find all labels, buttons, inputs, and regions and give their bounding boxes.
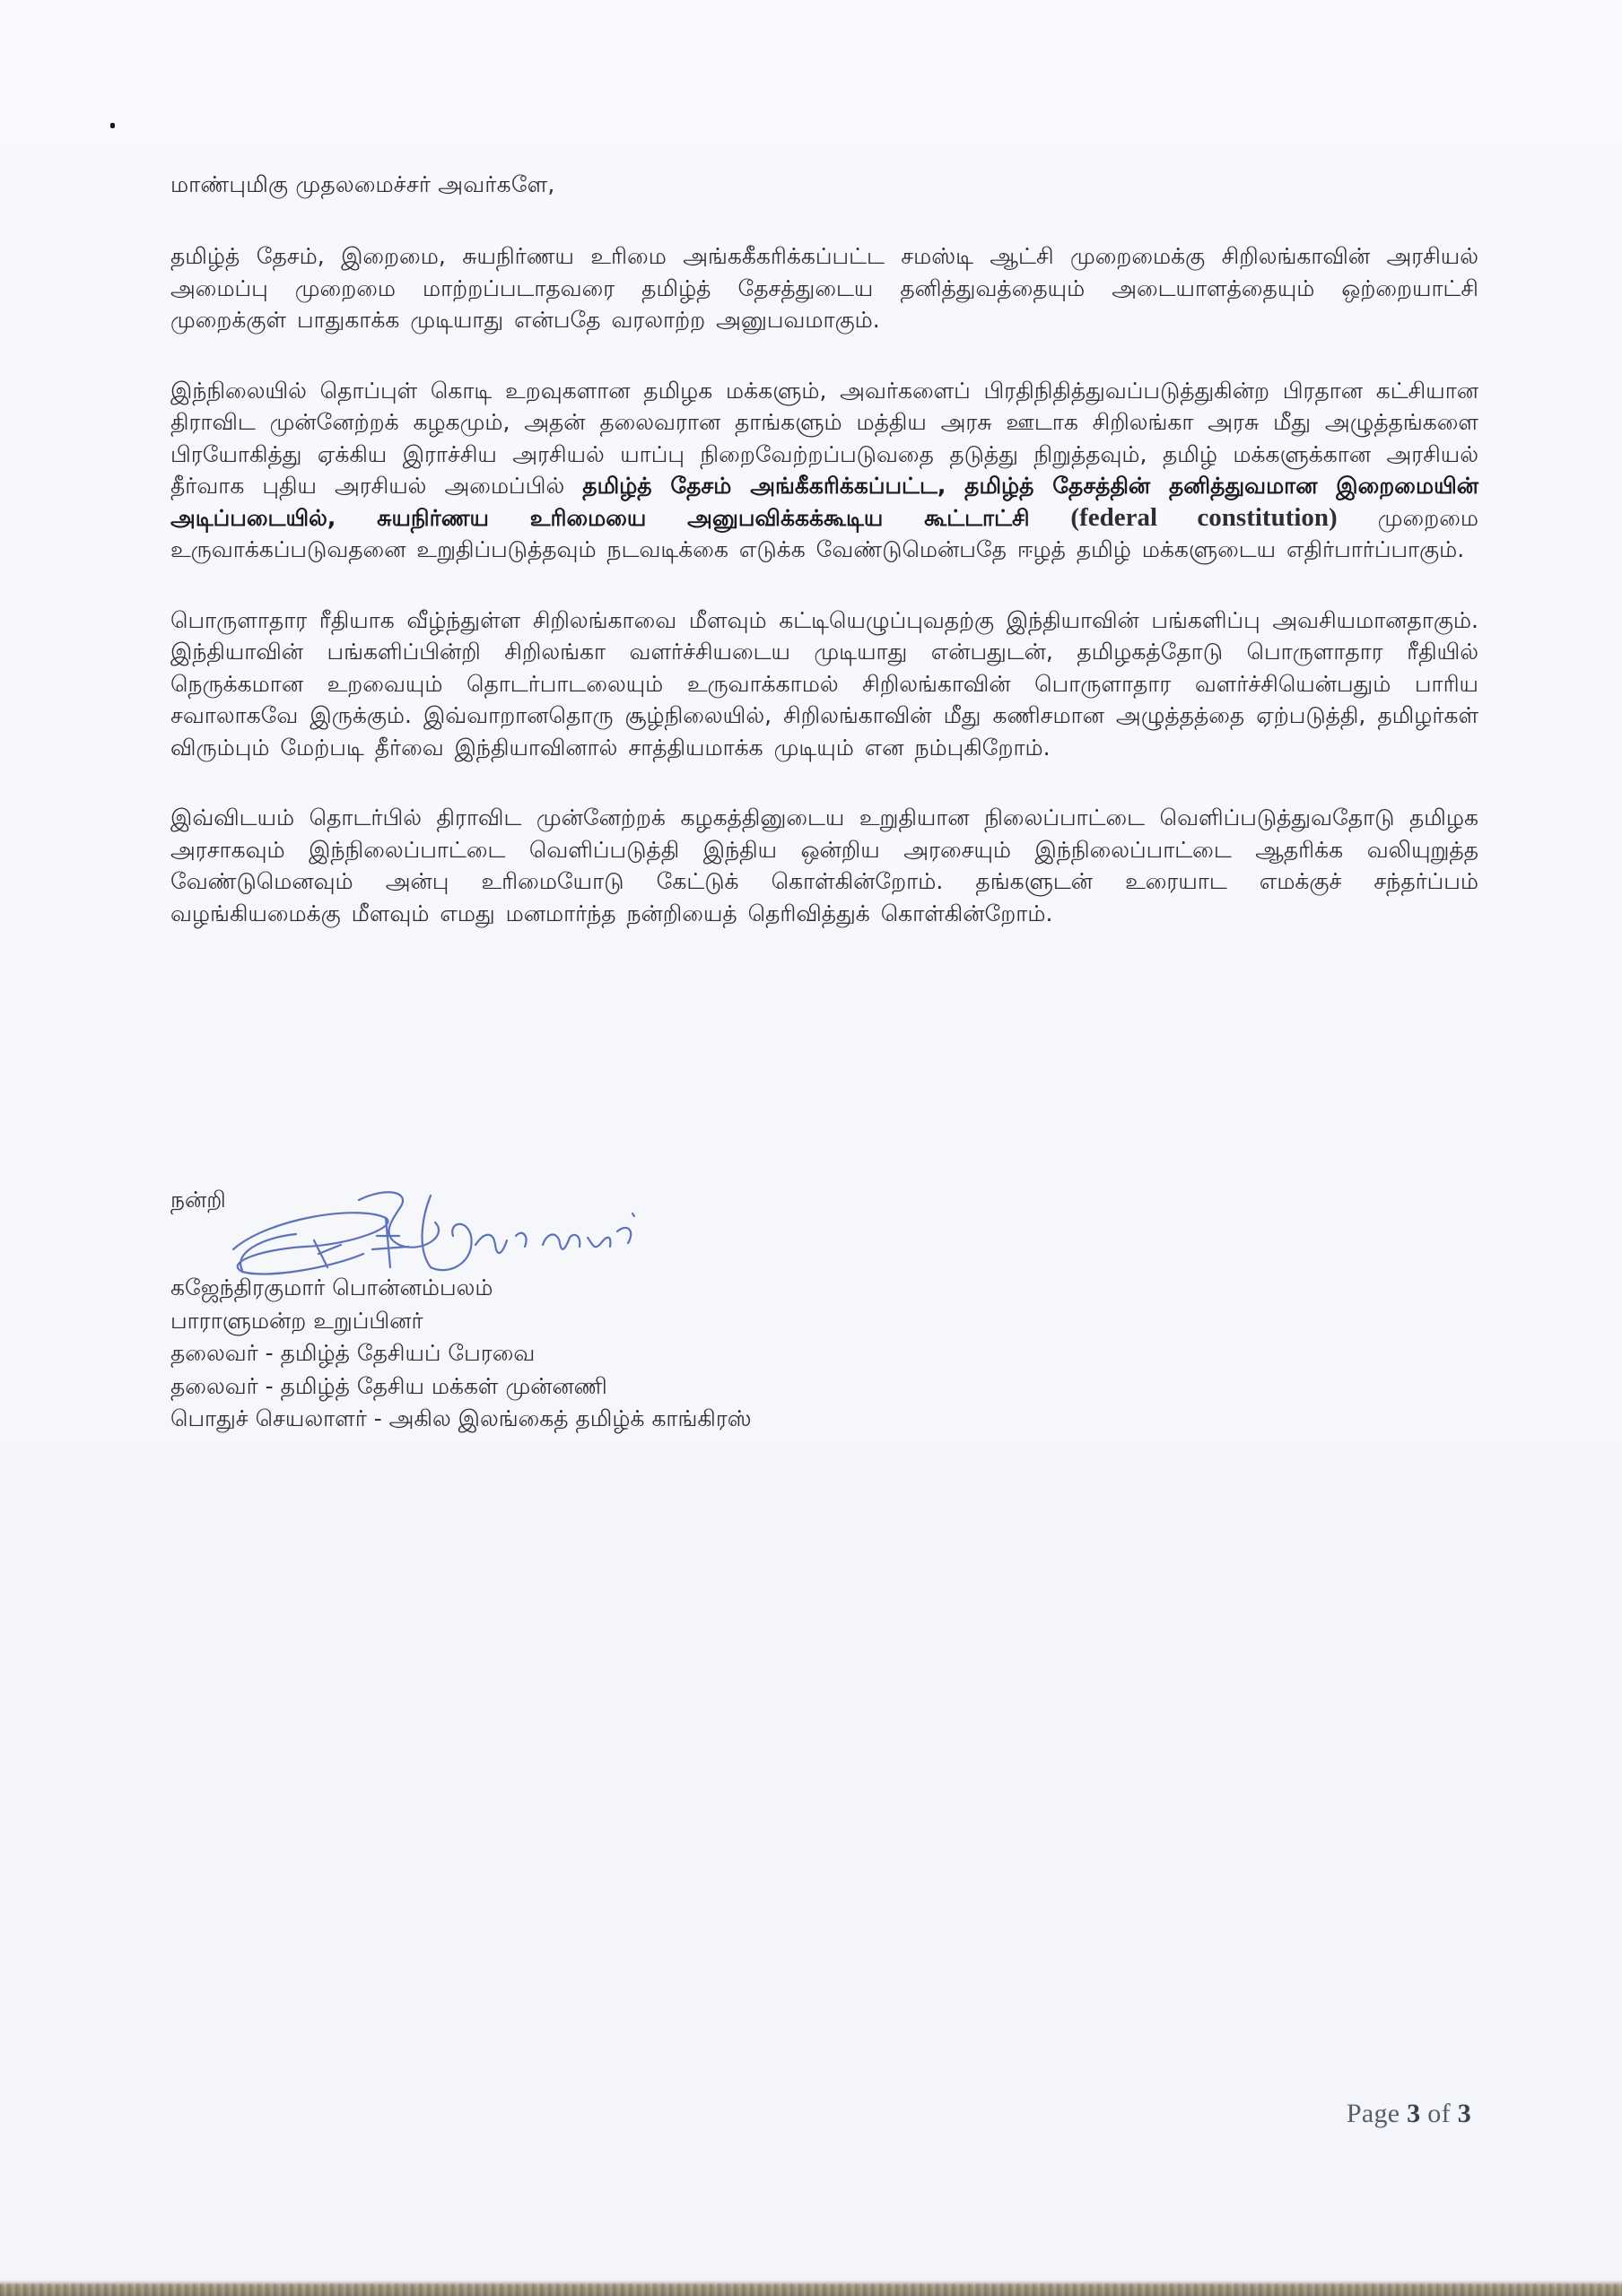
paragraph-4: இவ்விடயம் தொடர்பில் திராவிட முன்னேற்றக் கழகத்தினுடைய உறுதியான நிலைப்பாட்டை வெளிப்படுத்துவதோடு தமிழக அரசாகவும் இந்நிலைப்பாட்டை வெளிப்படுத்தி இந்திய ஒன்றிய அரசையும் இந்நிலைப்பாட்டை ஆதரிக்க வலியுறுத்த வேண்டுமெனவும் அன்பு உரிமையோடு கேட்டுக் கொள்கின்றோம். தங்களுடன் உரையாட எமக்குச் சந்தர்ப்பம் வழங்கியமைக்கு மீளவும் எமது மனமார்ந்த நன்றியைத் தெரிவித்துக் கொள்கின்றோம். bbox=[170, 804, 1478, 926]
paragraph-2-english-term: (federal constitution) bbox=[1070, 502, 1338, 532]
page-of-label: of bbox=[1420, 2099, 1458, 2128]
signatory-role: தலைவர் - தமிழ்த் தேசியப் பேரவை bbox=[170, 1340, 536, 1366]
closing-thanks: நன்றி bbox=[170, 1187, 226, 1213]
paragraph-2-bold-text: தமிழ்த் தேசம் அங்கீகரிக்கப்பட்ட, தமிழ்த் தேசத்தின் தனித்துவமான இறைமையின் அடிப்படையில், சுயநிர்ணய உரிமையை அனுபவிக்கக்கூடிய கூட்டாட்சி bbox=[170, 473, 1478, 531]
page-total: 3 bbox=[1457, 2099, 1471, 2128]
paragraph-2 bbox=[170, 375, 1478, 566]
signatory-role: பொதுச் செயலாளர் - அகில இலங்கைத் தமிழ்க் காங்கிரஸ் bbox=[170, 1405, 752, 1431]
paragraph-1: தமிழ்த் தேசம், இறைமை, சுயநிர்ணய உரிமை அங்ககீகரிக்கப்பட்ட சமஸ்டி ஆட்சி முறைமைக்கு சிறிலங்காவின் அரசியல் அமைப்பு முறைமை மாற்றப்படாதவரை தமிழ்த் தேசத்துடைய தனித்துவத்தையும் அடையாளத்தையும் ஒற்றையாட்சி முறைக்குள் பாதுகாக்க முடியாது என்பதே வரலாற்ற அனுபவமாகும். bbox=[170, 243, 1478, 333]
page-number bbox=[1347, 2099, 1471, 2129]
paragraph-2-text-start: இந்நிலையில் தொப்புள் கொடி உறவுகளான தமிழக மக்களும், அவர்களைப் பிரதிநிதித்துவப்படுத்துகின்ற பிரதான கட்சியான திராவிட முன்னேற்றக் கழகமும், அதன் தலைவரான தாங்களும் மத்திய அரசு ஊடாக சிறிலங்கா அரசு மீது அழுத்தங்களை பிரயோகித்து ஏக்கிய இராச்சிய அரசியல் யாப்பு நிறைவேற்றப்படுவதை தடுத்து நிறுத்தவும், தமிழ் மக்களுக்கான அரசியல் தீர்வாக புதிய அரசியல் அமைப்பில் bbox=[170, 377, 1478, 499]
page-current: 3 bbox=[1407, 2099, 1421, 2128]
signatory-role: தலைவர் - தமிழ்த் தேசிய மக்கள் முன்னணி bbox=[170, 1372, 607, 1399]
scanned-paper-edge bbox=[0, 2280, 1622, 2296]
ink-speck bbox=[110, 123, 115, 128]
paragraph-2-text-end: முறைமை உருவாக்கப்படுவதனை உறுதிப்படுத்தவும் நடவடிக்கை எடுக்க வேண்டுமென்பதே ஈழத் தமிழ் மக்களுடைய எதிர்பார்ப்பாகும். bbox=[170, 504, 1478, 562]
signatory-name: கஜேந்திரகுமார் பொன்னம்பலம் bbox=[170, 1274, 493, 1300]
signatory-role: பாராளுமன்ற உறுப்பினர் bbox=[170, 1307, 423, 1334]
letter-body bbox=[170, 169, 1478, 968]
page-label: Page bbox=[1346, 2099, 1408, 2128]
salutation: மாண்புமிகு முதலமைச்சர் அவர்களே, bbox=[170, 171, 555, 197]
paragraph-3: பொருளாதார ரீதியாக வீழ்ந்துள்ள சிறிலங்காவை மீளவும் கட்டியெழுப்புவதற்கு இந்தியாவின் பங்களிப்பு அவசியமானதாகும். இந்தியாவின் பங்களிப்பின்றி சிறிலங்கா வளர்ச்சியடைய முடியாது என்பதுடன், தமிழகத்தோடு பொருளாதார ரீதியில் நெருக்கமான உறவையும் தொடர்பாடலையும் உருவாக்காமல் சிறிலங்காவின் பொருளாதார வளர்ச்சியென்பதும் பாரிய சவாலாகவே இருக்கும். இவ்வாறானதொரு சூழ்நிலையில், சிறிலங்காவின் மீது கணிசமான அழுத்தத்தை ஏற்படுத்தி, தமிழர்கள் விரும்பும் மேற்படி தீர்வை இந்தியாவினால் சாத்தியமாக்க முடியும் என நம்புகிறோம். bbox=[170, 606, 1478, 761]
handwritten-signature bbox=[206, 1182, 745, 1281]
signatory-block bbox=[170, 1272, 752, 1436]
